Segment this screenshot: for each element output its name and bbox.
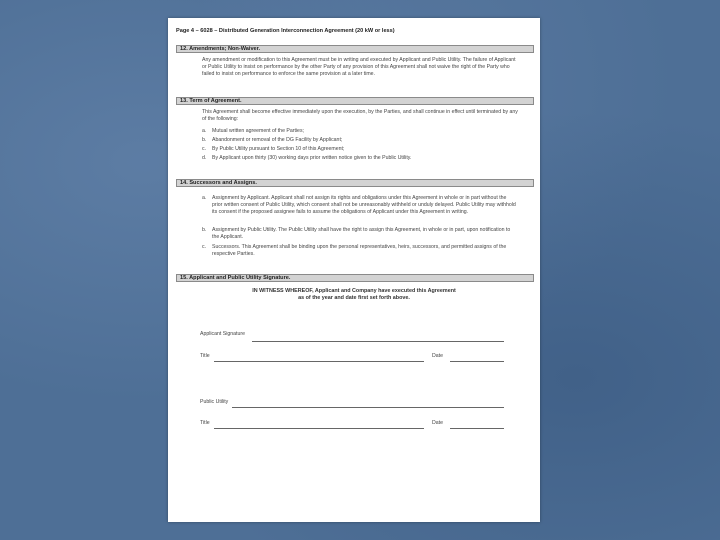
applicant-date-line[interactable] [450, 361, 504, 362]
document-page [168, 18, 540, 522]
utility-title-label: Title [200, 420, 210, 426]
witness-statement-line2: as of the year and date first set forth above. [298, 295, 410, 301]
utility-signature-label: Public Utility [200, 399, 229, 405]
section-heading-amendments: 12. Amendments; Non-Waiver. [176, 45, 534, 53]
section-paragraph-amendments: Any amendment or modification to this Agreement must be in writing and executed by Applicant and Public Utility. The failure of Applicant or Public Utility to insist on performance by the other Party of any provision of this Agreement shall not waive the right of the Party who failed to insist on performance to enforce the same provision at a later time. [202, 57, 516, 77]
list-item-letter: b. [202, 137, 207, 143]
list-item-text: Assignment by Public Utility. The Public Utility shall have the right to assign this Agreement, in whole or in part, upon notification to the Applicant. [212, 227, 511, 240]
list-item-text: Mutual written agreement of the Parties; [212, 128, 304, 134]
list-item-text: By Applicant upon thirty (30) working days prior written notice given to the Public Utility. [212, 155, 412, 161]
list-item-text: Abandonment or removal of the DG Facility by Applicant; [212, 137, 343, 143]
applicant-date-label: Date [432, 353, 443, 359]
applicant-title-label: Title [200, 353, 210, 359]
list-item [202, 244, 520, 259]
list-item-text: Successors. This Agreement shall be binding upon the personal representatives, heirs, successors, and permitted assigns of the respective Parties. [212, 244, 507, 257]
list-item-letter: a. [202, 195, 207, 201]
list-item-letter: d. [202, 155, 207, 161]
list-item [202, 137, 520, 144]
section-heading-term: 13. Term of Agreement. [176, 97, 534, 105]
list-item [202, 128, 520, 135]
utility-date-label: Date [432, 420, 443, 426]
applicant-title-line[interactable] [214, 361, 424, 362]
list-item [202, 146, 520, 153]
list-item-letter: c. [202, 146, 207, 152]
section-paragraph-term: This Agreement shall become effective immediately upon the execution, by the Parties, and shall continue in effect until terminated by any of the following: [202, 109, 518, 122]
list-item [202, 227, 520, 242]
applicant-signature-label: Applicant Signature [200, 331, 245, 337]
list-item-letter: b. [202, 227, 207, 233]
witness-statement-line1: IN WITNESS WHEREOF, Applicant and Company have executed this Agreement [252, 288, 456, 294]
list-item-text: By Public Utility pursuant to Section 10 of this Agreement; [212, 146, 345, 152]
list-item [202, 155, 520, 162]
section-heading-signature: 15. Applicant and Public Utility Signature. [176, 274, 534, 282]
section-heading-successors: 14. Successors and Assigns. [176, 179, 534, 187]
list-item-text: Assignment by Applicant. Applicant shall not assign its rights and obligations under this Agreement in whole or in part without the prior written consent of Public Utility, which consent shall not be unreasonably withheld or unduly delayed. Public Utility may withhold its consent if the proposed assignee fails to assume the obligations of Applicant under this Agreement in writing. [212, 195, 516, 215]
utility-title-line[interactable] [214, 428, 424, 429]
utility-date-line[interactable] [450, 428, 504, 429]
utility-signature-line[interactable] [232, 407, 504, 408]
list-item-letter: c. [202, 244, 207, 250]
applicant-signature-line[interactable] [252, 341, 504, 342]
list-item [202, 195, 520, 225]
list-item-letter: a. [202, 128, 207, 134]
page-header: Page 4 – 6028 – Distributed Generation Interconnection Agreement (20 kW or less) [176, 28, 395, 34]
